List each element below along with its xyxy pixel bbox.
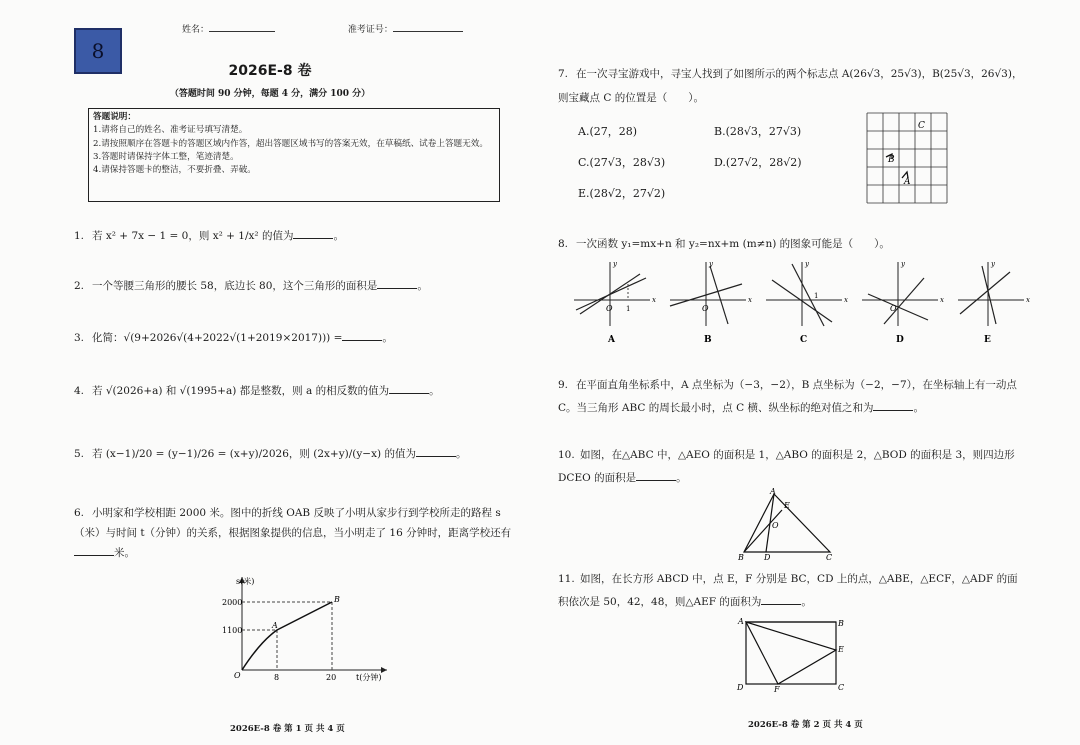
question-number: 5.	[74, 448, 85, 460]
y-tick-2000: 2000	[222, 598, 243, 607]
question-tail: 。	[455, 448, 467, 460]
instructions-box	[88, 108, 500, 202]
question-tail: 米。	[114, 546, 135, 559]
exam-subtitle: （答题时间 90 分钟，每题 4 分，满分 100 分）	[169, 89, 371, 99]
y-tick-1100: 1100	[222, 626, 243, 635]
question-text: 在一次寻宝游戏中，寻宝人找到了如图所示的两个标志点 A(26√3，25√3)，B(25√3，26√3)，则宝藏点 C 的位置是（ ）。	[558, 68, 1023, 105]
instruction-item: 2.请按照顺序在答题卡的答题区域内作答，超出答题区域书写的答案无效，在草稿纸、试卷上答题无效。	[93, 138, 488, 149]
rect-label-a: A	[738, 617, 744, 626]
rect-label-d: D	[737, 683, 744, 692]
question-5	[74, 446, 524, 461]
exam-title: 2026E-8 卷	[228, 63, 312, 79]
grid-label-c: C	[918, 121, 925, 131]
question-number: 9.	[558, 379, 569, 391]
q8-a-y: y	[613, 260, 617, 268]
q8-b-origin: O	[702, 304, 709, 313]
question-tail: 。	[913, 402, 924, 415]
q8-e-x: x	[1026, 296, 1030, 304]
distance-time-graph	[222, 572, 392, 682]
question-9	[558, 374, 1028, 420]
answer-blank	[342, 331, 382, 341]
question-text: 小明家和学校相距 2000 米。图中的折线 OAB 反映了小明从家步行到学校所走的路程 s（米）与时间 t（分钟）的关系，根据图象提供的信息，当小明走了 16 分钟时，距离学校还有	[74, 507, 512, 539]
x-axis-arrow	[381, 667, 387, 673]
answer-blank	[377, 279, 417, 289]
question-6	[74, 504, 524, 564]
name-label: 姓名：	[182, 25, 210, 35]
q7-option-e: E.(28√2，27√2)	[578, 187, 666, 200]
question-2	[74, 278, 524, 293]
question-tail: 。	[429, 385, 440, 397]
question-text: 若 √(2026+a) 和 √(1995+a) 都是整数，则 a 的相反数的值为	[92, 385, 390, 397]
q8-c-y: y	[805, 260, 809, 268]
q8-label-e: E	[984, 335, 991, 345]
tri-label-c: C	[826, 553, 833, 562]
question-text: 在平面直角坐标系中，A 点坐标为（−3，−2），B 点坐标为（−2，−7），在坐标轴上有一动点 C。当三角形 ABC 的周长最小时，点 C 横、纵坐标的绝对值之和为	[558, 379, 1017, 415]
question-number: 10.	[558, 449, 575, 461]
q7-option-d: D.(27√2，28√2)	[714, 156, 802, 169]
tri-label-e: E	[784, 501, 790, 510]
q8-graph-options	[570, 256, 1030, 348]
answer-blank	[873, 401, 913, 411]
question-tail: 。	[333, 230, 344, 242]
q8-option-e-graph	[958, 260, 1030, 345]
q8-option-c-graph	[766, 260, 848, 345]
point-b-label: B	[334, 595, 340, 604]
triangle-abc-figure	[738, 488, 842, 562]
question-text: 如图，在长方形 ABCD 中，点 E，F 分别是 BC，CD 上的点，△ABE，△ECF，△ADF 的面积依次是 50，42，48，则△AEF 的面积为	[558, 573, 1018, 609]
exam-no-label: 准考证号：	[347, 25, 393, 35]
question-3	[74, 330, 524, 345]
question-text: 一个等腰三角形的腰长 58，底边长 80，这个三角形的面积是	[92, 280, 378, 292]
q7-option-c: C.(27√3，28√3)	[578, 156, 666, 169]
question-number: 4.	[74, 385, 85, 397]
q8-option-b-graph	[670, 260, 752, 345]
header-fields	[182, 22, 463, 35]
x-tick-20: 20	[326, 673, 337, 682]
question-1	[74, 228, 524, 243]
exam-no-field	[393, 31, 463, 32]
instruction-item: 1.请将自己的姓名、准考证号填写清楚。	[93, 125, 248, 136]
origin-label: O	[234, 671, 241, 680]
grid-lines	[867, 113, 947, 203]
question-11	[558, 568, 1028, 614]
tri-label-d: D	[764, 553, 771, 562]
question-number: 6.	[74, 507, 85, 519]
tri-label-b: B	[738, 553, 744, 562]
point-a-label: A	[272, 621, 278, 630]
grid-label-b: B	[888, 155, 895, 165]
question-number: 1.	[74, 230, 85, 242]
tri-label-a: A	[770, 488, 776, 496]
q8-label-d: D	[896, 335, 904, 345]
rect-label-f: F	[774, 685, 780, 692]
q8-e-y: y	[991, 260, 995, 268]
rectangle-abcd-figure	[736, 616, 848, 692]
exam-page-2	[540, 0, 1080, 745]
question-number: 8.	[558, 238, 569, 250]
name-field	[209, 31, 275, 32]
page-footer: 2026E-8 卷 第 1 页 共 4 页	[230, 724, 345, 734]
question-text: 化简：√(9+2026√(4+2022√(1+2019×2017))) =	[92, 332, 343, 344]
answer-blank	[74, 546, 114, 556]
instructions-title: 答题说明：	[93, 112, 136, 122]
grid-label-a: A	[904, 177, 911, 187]
q8-label-a: A	[608, 335, 615, 345]
q8-a-origin: O	[606, 304, 613, 313]
y-axis-label: s(米)	[236, 577, 255, 586]
question-number: 7.	[558, 68, 569, 80]
q8-c-x: x	[844, 296, 848, 304]
answer-blank	[636, 471, 676, 481]
question-number: 11.	[558, 573, 575, 585]
question-text: 一次函数 y₁=mx+n 和 y₂=nx+m (m≠n) 的图象可能是（ ）。	[576, 238, 890, 250]
q8-b-y: y	[709, 260, 713, 268]
question-10	[558, 444, 1028, 490]
question-number: 3.	[74, 332, 85, 344]
q8-label-b: B	[704, 335, 712, 345]
q8-d-origin: O	[890, 304, 897, 313]
rect-label-e: E	[838, 645, 844, 654]
q8-option-d-graph	[862, 260, 944, 345]
question-text: 若 x² + 7x − 1 = 0，则 x² + 1/x² 的值为	[92, 230, 294, 242]
question-8	[558, 236, 1038, 251]
question-text: 若 (x−1)/20 = (y−1)/26 = (x+y)/2026，则 (2x+y)/(y−x) 的值为	[92, 448, 416, 460]
q8-a-one: 1	[626, 305, 631, 313]
q8-d-x: x	[940, 296, 944, 304]
polyline-oab	[242, 602, 332, 670]
question-4	[74, 383, 524, 398]
x-axis-label: t(分钟)	[356, 673, 382, 682]
question-tail: 。	[801, 596, 812, 609]
q8-option-a-graph	[574, 260, 656, 345]
answer-blank	[293, 229, 333, 239]
question-tail: 。	[417, 280, 428, 292]
question-tail: 。	[676, 472, 687, 485]
question-tail: 。	[382, 332, 393, 344]
rect-label-c: C	[838, 683, 845, 692]
question-number: 2.	[74, 280, 85, 292]
q7-option-b: B.(28√3，27√3)	[714, 125, 802, 138]
q8-a-x: x	[652, 296, 656, 304]
answer-blank	[389, 384, 429, 394]
tri-label-o: O	[772, 521, 779, 530]
instruction-item: 3.答题时请保持字体工整，笔迹清楚。	[93, 151, 239, 162]
instruction-item: 4.请保持答题卡的整洁，不要折叠、弄破。	[93, 165, 256, 176]
rect-label-b: B	[838, 619, 844, 628]
paper-number-badge: 8	[74, 28, 122, 74]
question-7	[558, 62, 1028, 110]
question-text: 如图，在△ABC 中，△AEO 的面积是 1，△ABO 的面积是 2，△BOD 的面积是 3，则四边形 DCEO 的面积是	[558, 449, 1015, 485]
q8-c-one: 1	[814, 292, 819, 300]
treasure-grid-figure	[866, 112, 948, 204]
q8-label-c: C	[800, 335, 808, 345]
answer-blank	[761, 595, 801, 605]
q7-option-a: A.(27，28)	[578, 125, 638, 138]
answer-blank	[416, 447, 456, 457]
page-footer: 2026E-8 卷 第 2 页 共 4 页	[748, 720, 863, 730]
q8-b-x: x	[748, 296, 752, 304]
x-tick-8: 8	[274, 673, 280, 682]
q8-d-y: y	[901, 260, 905, 268]
